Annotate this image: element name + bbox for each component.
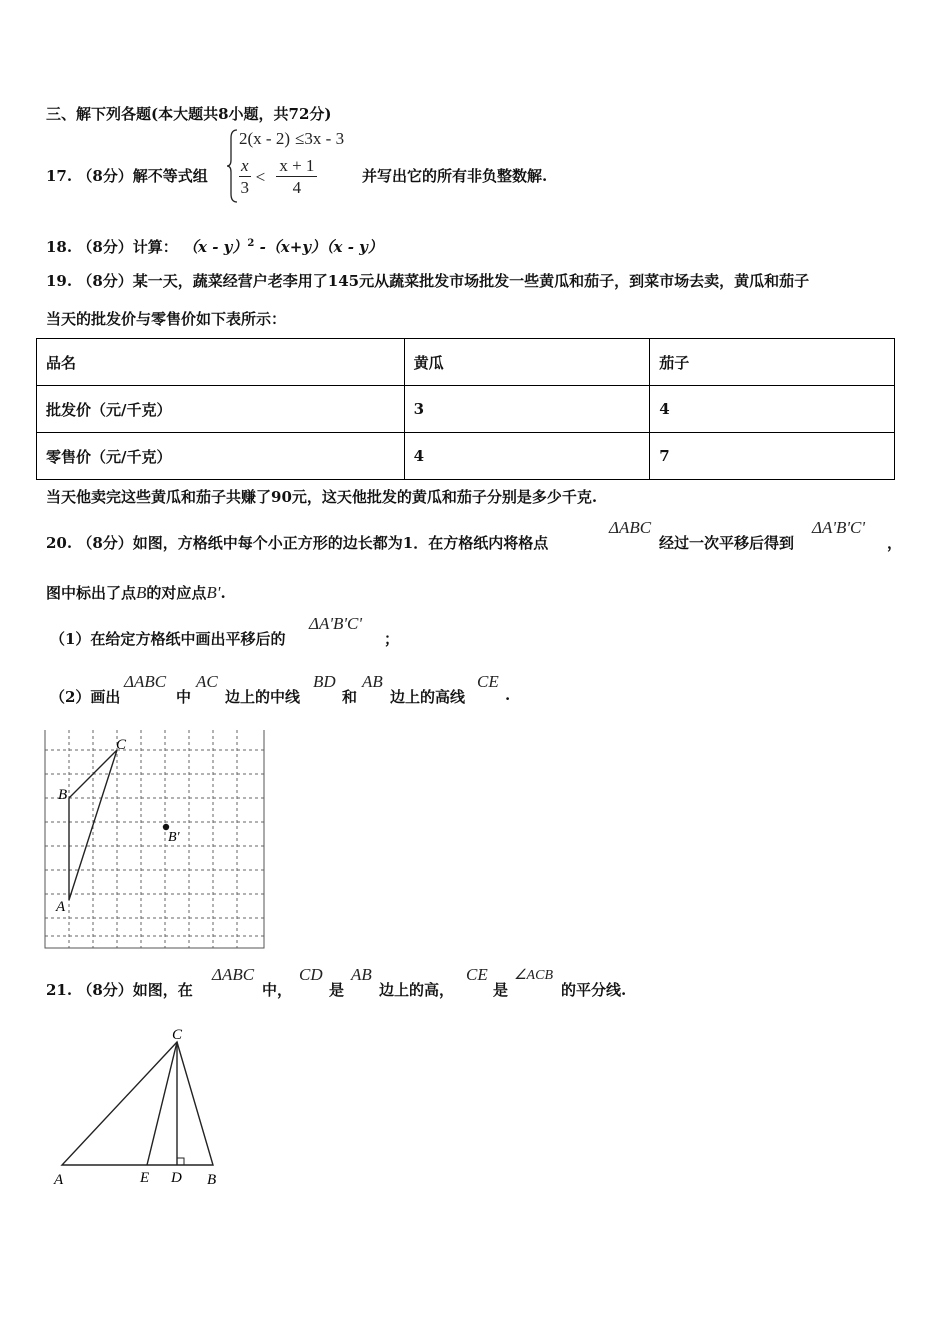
table-cell: 3: [404, 386, 650, 433]
grid-border: [45, 730, 264, 948]
q20-point-b-prime: B': [206, 583, 221, 602]
q18-exponent: 2: [247, 238, 255, 249]
triangle-abc: [62, 1042, 213, 1165]
q20-line2: [46, 582, 226, 603]
table-cell: 7: [650, 433, 895, 480]
q17-lead: [46, 165, 208, 186]
q17-suffix: 并写出它的所有非负整数解.: [362, 167, 548, 185]
q21-tri: ΔABC: [212, 965, 255, 984]
q17-prompt: 解不等式组: [132, 167, 208, 185]
price-table: [36, 338, 895, 480]
q20-sub1-tri: ΔA'B'C': [309, 614, 362, 633]
ineq2-op: <: [255, 167, 266, 187]
q20-sub2-c: 边上的中线: [225, 688, 301, 706]
table-row: [37, 433, 895, 480]
inequality-1: [239, 129, 344, 149]
q21-ab: AB: [351, 965, 372, 984]
table-row: [37, 386, 895, 433]
table-header-cell: 品名: [37, 339, 405, 386]
q18-score: （8分）: [77, 238, 133, 256]
system-brace: [227, 128, 239, 204]
q17-score: （8分）: [77, 167, 133, 185]
ineq2-left-fraction: [239, 156, 251, 199]
right-angle-mark: [177, 1158, 184, 1165]
question-18: [46, 236, 383, 257]
q18-expr-a: （x - y）: [183, 238, 248, 256]
q20-sub2-tri: ΔABC: [124, 672, 167, 691]
q21-ce: CE: [466, 965, 488, 984]
q20-sub2-a: （2）画出: [50, 688, 121, 706]
table-header-row: [37, 339, 895, 386]
q20-line2-c: .: [220, 584, 226, 602]
label-a: A: [56, 899, 66, 915]
q21-cd: CD: [299, 965, 323, 984]
q20-sub1-b: ；: [384, 630, 400, 648]
label-b: B: [58, 787, 68, 803]
ineq1-op: ≤: [295, 129, 305, 148]
q21-angle: ∠ACB: [514, 968, 553, 983]
q19-after: 当天他卖完这些黄瓜和茄子共赚了90元，这天他批发的黄瓜和茄子分别是多少千克.: [46, 488, 598, 506]
inequality-2: [239, 156, 317, 199]
q18-expr-b: -（x+y）（x - y）: [259, 238, 383, 256]
q20-sub2-ce: CE: [477, 672, 499, 691]
grid-figure: [44, 728, 268, 952]
q20-sub2-f: .: [505, 686, 511, 704]
q20-sub2-d: 和: [342, 688, 358, 706]
q21-a: 21. （8分）如图，在: [46, 981, 193, 999]
q20-sub2-ab: AB: [362, 672, 383, 691]
triangle-figure: [48, 1024, 228, 1194]
table-cell: 4: [650, 386, 895, 433]
q20-tri-abc-prime: ΔA'B'C': [812, 518, 865, 537]
q18-prompt: 计算：: [132, 238, 178, 256]
label-c: C: [172, 1027, 183, 1043]
label-b: B: [207, 1172, 217, 1188]
q20-line2-b: 的对应点: [146, 584, 207, 602]
ineq2-left-den: 3: [240, 178, 250, 197]
q18-number: 18.: [46, 238, 73, 256]
q20-sub2-ac: AC: [196, 672, 218, 691]
q19-line2: 当天的批发价与零售价如下表所示：: [46, 310, 287, 328]
table-cell: 零售价（元/千克）: [37, 433, 405, 480]
q21-f: 的平分线.: [561, 981, 627, 999]
label-e: E: [140, 1170, 150, 1186]
ineq2-right-num: x + 1: [276, 156, 317, 177]
q20-sub2-b: 中: [176, 688, 192, 706]
q20-point-b: B: [136, 583, 147, 602]
ineq2-left-num: x: [241, 156, 249, 175]
table-header-cell: 黄瓜: [404, 339, 650, 386]
q20-sub1-a: （1）在给定方格纸中画出平移后的: [50, 630, 286, 648]
label-a: A: [54, 1172, 64, 1188]
section-heading: 三、解下列各题(本大题共8小题，共72分): [46, 105, 332, 123]
q20-line1-b: 经过一次平移后得到: [659, 534, 795, 552]
q20-line2-a: 图中标出了点: [46, 584, 137, 602]
bisector-ce: [147, 1042, 177, 1165]
q21-d: 边上的高，: [379, 981, 455, 999]
table-cell: 4: [404, 433, 650, 480]
grid-lines: [45, 730, 264, 948]
q21-c: 是: [329, 981, 345, 999]
q21-b: 中，: [262, 981, 293, 999]
q20-sub2-e: 边上的高线: [390, 688, 466, 706]
q20-tri-abc: ΔABC: [609, 518, 652, 537]
q20-line1-a: 20. （8分）如图，方格纸中每个小正方形的边长都为1．在方格纸内将格点: [46, 534, 549, 552]
q19-line1: 19. （8分）某一天，蔬菜经营户老李用了145元从蔬菜批发市场批发一些黄瓜和茄子，到菜市场去卖，黄瓜和茄子: [46, 272, 810, 290]
q20-line1-c: ，: [887, 534, 903, 552]
ineq2-right-den: 4: [292, 178, 302, 197]
label-b-prime: B': [168, 830, 180, 845]
table-header-cell: 茄子: [650, 339, 895, 386]
q17-number: 17.: [46, 167, 73, 185]
ineq1-rhs: 3x - 3: [304, 129, 345, 148]
ineq2-right-fraction: [276, 156, 317, 199]
table-cell: 批发价（元/千克）: [37, 386, 405, 433]
q21-e: 是: [493, 981, 509, 999]
label-c: C: [116, 737, 127, 753]
ineq1-lhs: 2(x - 2): [239, 129, 290, 148]
label-d: D: [171, 1170, 182, 1186]
q20-sub2-bd: BD: [313, 672, 336, 691]
